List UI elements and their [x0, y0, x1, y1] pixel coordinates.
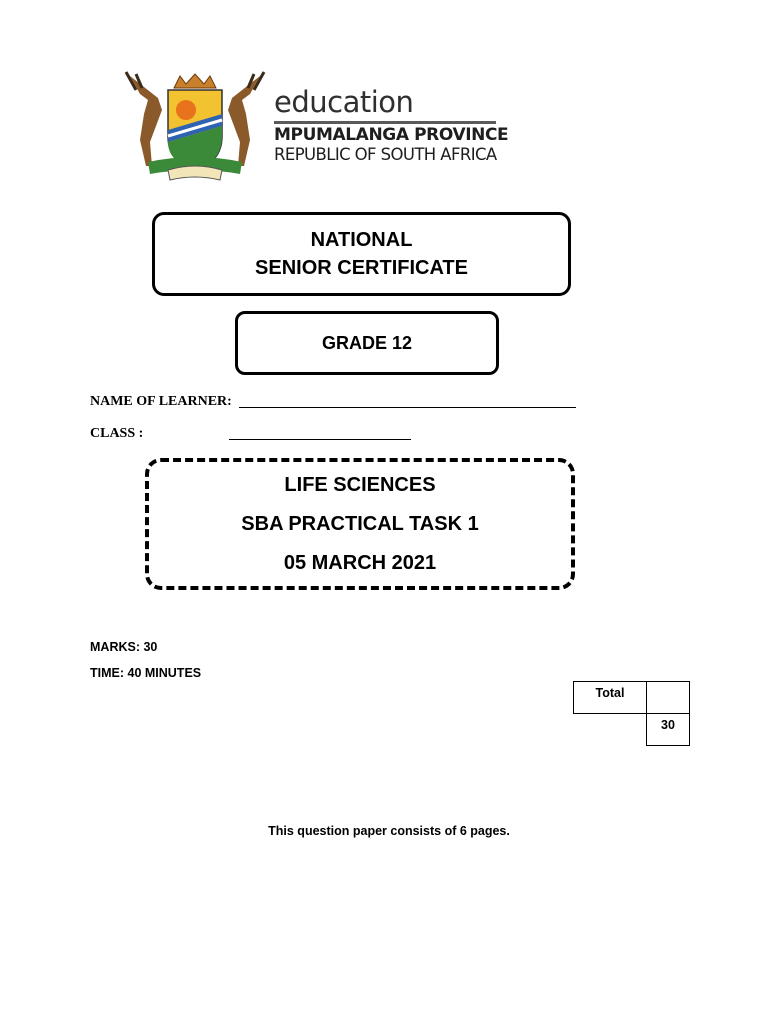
- total-label-cell: [574, 682, 647, 714]
- total-marks-table: [573, 681, 690, 746]
- republic-name: REPUBLIC OF SOUTH AFRICA: [274, 145, 497, 164]
- learner-name-field[interactable]: [239, 407, 576, 408]
- province-name: MPUMALANGA PROVINCE: [274, 125, 509, 145]
- grade-box: [235, 311, 499, 375]
- marks-text: MARKS: 30: [90, 640, 158, 654]
- certificate-title-line1: NATIONAL: [310, 229, 413, 251]
- total-label: Total: [595, 686, 625, 700]
- total-value-cell: [647, 714, 690, 746]
- exam-date: 05 MARCH 2021: [283, 551, 437, 574]
- page-count-note: This question paper consists of 6 pages.: [268, 824, 510, 838]
- total-score-cell[interactable]: [647, 682, 690, 714]
- empty-cell: [574, 714, 647, 746]
- subject-box: [145, 458, 575, 590]
- certificate-title-box: [152, 212, 571, 296]
- task-name: SBA PRACTICAL TASK 1: [241, 512, 479, 535]
- total-value: 30: [661, 718, 675, 732]
- education-logo-text: education: [274, 85, 414, 119]
- time-text: TIME: 40 MINUTES: [90, 666, 202, 680]
- table-row: [574, 682, 690, 714]
- class-label: CLASS :: [90, 426, 144, 441]
- class-field[interactable]: [229, 439, 411, 440]
- coat-of-arms-icon: [122, 70, 268, 182]
- grade-label: GRADE 12: [321, 332, 413, 353]
- learner-name-label: NAME OF LEARNER:: [90, 394, 232, 409]
- logo-divider: [274, 121, 496, 124]
- table-row: [574, 714, 690, 746]
- certificate-title-line2: SENIOR CERTIFICATE: [255, 257, 468, 279]
- subject-name: LIFE SCIENCES: [284, 473, 436, 496]
